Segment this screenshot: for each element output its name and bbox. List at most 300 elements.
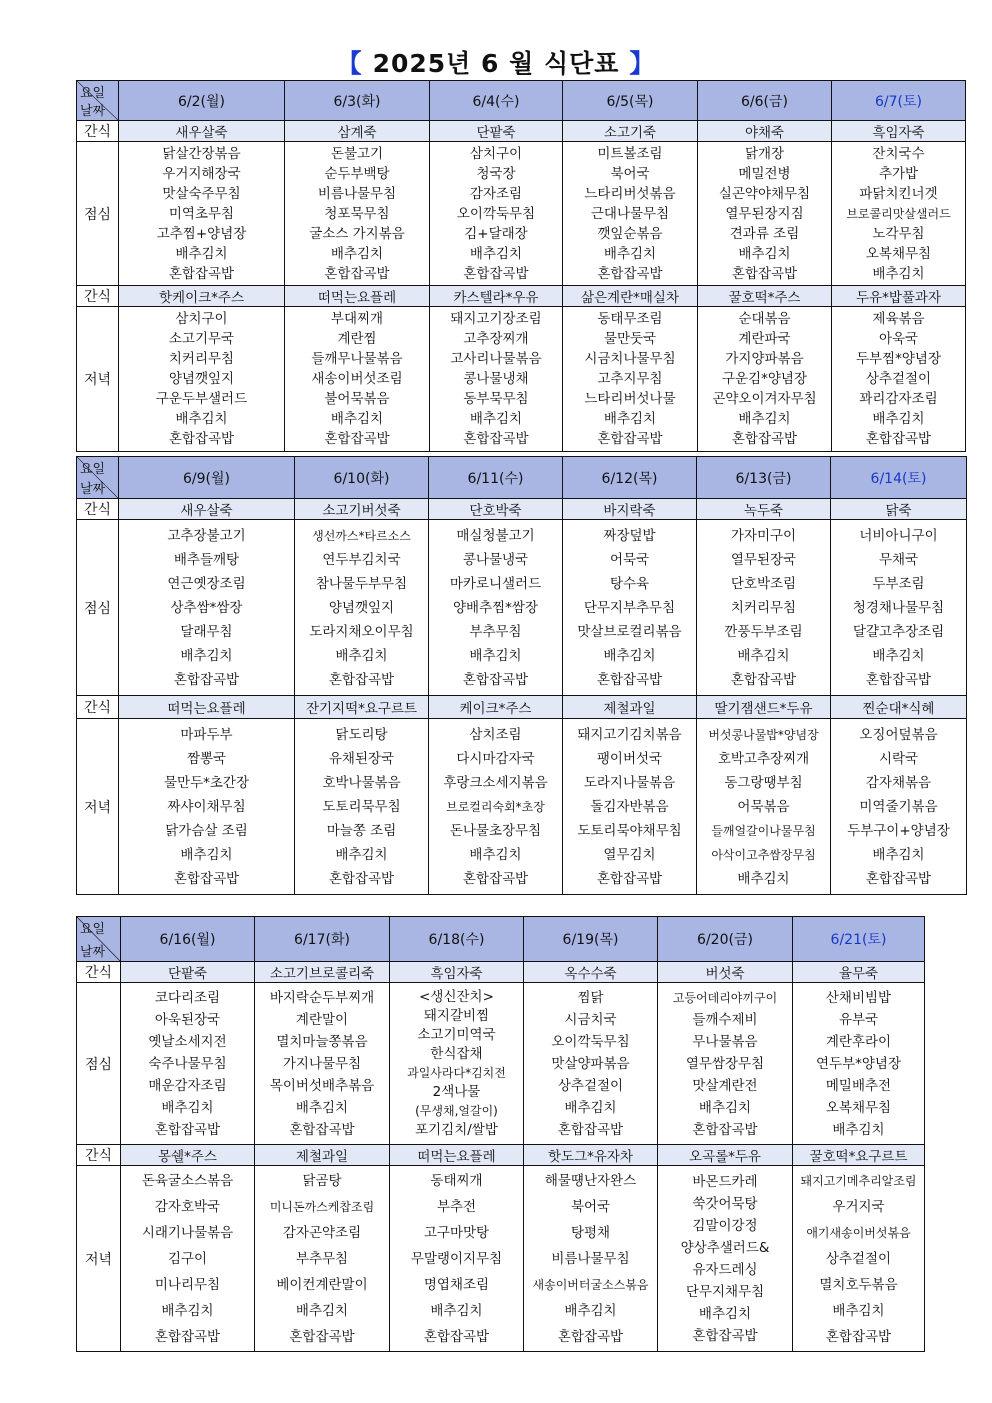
dinner-row-label: 저녁 — [77, 307, 119, 452]
menu-item: 깻잎순볶음 — [597, 225, 663, 242]
menu-item: 비름나물무침 — [317, 185, 397, 202]
lunch-row-cell — [698, 142, 832, 286]
menu-item: 새송이버터굴소스볶음 — [532, 1277, 649, 1292]
lunch-row-cell — [793, 983, 925, 1145]
day-header: 6/11(수) — [429, 457, 563, 499]
menu-item: 도토리묵야채무침 — [577, 822, 682, 839]
menu-item: 혼합잡곡밥 — [597, 431, 663, 447]
menu-item: 들깨얼갈이나물무침 — [711, 823, 816, 838]
menu-item: 과일사라다*김치전 — [407, 1065, 506, 1080]
menu-item: 브로컬리숙회*초장 — [446, 799, 545, 814]
menu-item: 미나리무침 — [154, 1276, 221, 1293]
menu-item: 명엽채조림 — [423, 1276, 490, 1293]
menu-item: 오복채무침 — [865, 245, 932, 262]
menu-item: 유자드레싱 — [692, 1261, 758, 1278]
menu-item: 계란파국 — [738, 331, 791, 347]
menu-item: 감자채볶음 — [865, 774, 932, 791]
snack-am-row-cell: 야채죽 — [698, 121, 832, 142]
menu-item: 닭살간장볶음 — [162, 145, 241, 162]
dinner-row-label: 저녁 — [77, 719, 119, 895]
menu-item: 숙주나물무침 — [148, 1055, 227, 1072]
snack-am-row-cell: 바지락죽 — [563, 499, 697, 520]
corner-date-label: 날짜 — [80, 482, 106, 497]
menu-item: 부추무침 — [295, 1250, 349, 1267]
menu-item: 포기김치/쌀밥 — [415, 1121, 498, 1138]
menu-item: 쑥갓어묵탕 — [692, 1195, 758, 1212]
menu-item: 양념깻잎지 — [328, 599, 395, 616]
menu-item: 짜장덮밥 — [603, 527, 656, 544]
dinner-row-cell — [285, 307, 430, 452]
dinner-row-cell — [563, 719, 697, 895]
menu-item: 혼합잡곡밥 — [865, 431, 932, 447]
snack-pm-row-label: 간식 — [77, 1145, 121, 1166]
dinner-row-cell — [390, 1166, 524, 1352]
dinner-row-cell — [832, 307, 966, 452]
menu-item: 열무된장국 — [730, 551, 797, 568]
menu-item: 탕수육 — [609, 575, 650, 592]
menu-item: 배추김치 — [161, 1099, 214, 1116]
menu-item: 감자곤약조림 — [282, 1224, 362, 1241]
menu-item: 배추김치 — [737, 647, 790, 664]
dinner-row-cell — [697, 719, 831, 895]
corner-weekday-label: 요일 — [80, 922, 106, 937]
dinner-row-cell — [119, 307, 285, 452]
menu-item: 혼합잡곡밥 — [324, 431, 390, 447]
dinner-row-cell — [119, 719, 295, 895]
menu-item: 견과류 조림 — [729, 225, 800, 242]
menu-item: 돌김자반볶음 — [590, 798, 669, 815]
menu-item: 호박고추장찌개 — [717, 750, 810, 767]
page-title — [0, 44, 992, 80]
menu-item: 베이컨계란말이 — [276, 1276, 368, 1293]
day-header: 6/7(토) — [832, 81, 966, 121]
menu-item: 멸치호두볶음 — [819, 1276, 898, 1293]
menu-item: 배추김치 — [603, 647, 656, 664]
menu-item: 혼합잡곡밥 — [168, 265, 235, 282]
snack-am-row-cell: 닭죽 — [831, 499, 967, 520]
menu-item: 부추무침 — [469, 623, 522, 640]
menu-item: 혼합잡곡밥 — [462, 870, 529, 887]
lunch-row — [77, 983, 925, 1145]
day-header: 6/16(월) — [121, 917, 255, 962]
day-header: 6/4(수) — [430, 81, 563, 121]
menu-item: 동태무조림 — [597, 311, 663, 327]
menu-item: 실곤약야채무침 — [718, 185, 811, 202]
menu-item: 굴소스 가지볶음 — [309, 225, 405, 242]
menu-item: 미역초무침 — [168, 205, 235, 222]
menu-item: 오이깍둑무침 — [551, 1033, 630, 1050]
lunch-row-cell — [832, 142, 966, 286]
menu-item: 추가밥 — [878, 165, 919, 182]
menu-item: <생신잔치> — [419, 988, 494, 1005]
lunch-row-cell — [430, 142, 563, 286]
menu-item: 양상추샐러드& — [680, 1239, 770, 1256]
header-row — [77, 81, 966, 121]
menu-item: 양념깻잎지 — [168, 371, 235, 387]
lunch-row — [77, 520, 967, 696]
snack-am-row-cell: 소고기브로콜리죽 — [255, 962, 390, 983]
menu-item: 두부찜*양념장 — [856, 351, 941, 367]
menu-item: 배추김치 — [737, 870, 790, 887]
menu-item: 열무김치 — [603, 846, 656, 863]
lunch-row-cell — [390, 983, 524, 1145]
snack-am-row-cell: 새우살죽 — [119, 499, 295, 520]
menu-item: 계란후라이 — [825, 1033, 892, 1050]
week-table-3 — [76, 916, 925, 1352]
menu-item: 제육볶음 — [872, 311, 925, 327]
dinner-row — [77, 307, 966, 452]
menu-item: 배추김치 — [330, 245, 384, 262]
lunch-row-cell — [295, 520, 429, 696]
dinner-row — [77, 719, 967, 895]
menu-item: 잔치국수 — [872, 145, 925, 162]
menu-item: 시금치나물무침 — [584, 351, 676, 367]
menu-item: 혼합잡곡밥 — [557, 1121, 624, 1138]
menu-item: 동그랑땡부침 — [724, 774, 803, 791]
menu-item: 우거지국 — [832, 1198, 885, 1215]
corner-cell — [77, 81, 119, 121]
snack-am-row-label: 간식 — [77, 499, 119, 520]
menu-item: 청국장 — [476, 165, 516, 182]
menu-item: 마늘쫑 조림 — [326, 822, 397, 839]
corner-date-label: 날짜 — [80, 104, 106, 119]
menu-item: 도라지나물볶음 — [583, 774, 676, 791]
menu-item: 혼합잡곡밥 — [328, 870, 395, 887]
week-table-1 — [76, 80, 966, 452]
menu-item: 브로콜리맛살샐러드 — [846, 206, 951, 221]
day-header: 6/3(화) — [285, 81, 430, 121]
menu-item: 김말이강정 — [692, 1217, 758, 1234]
dinner-row-cell — [658, 1166, 793, 1352]
dinner-row-cell — [255, 1166, 390, 1352]
corner-weekday-label: 요일 — [80, 462, 106, 477]
snack-am-row-cell: 율무죽 — [793, 962, 925, 983]
menu-item: 혼합잡곡밥 — [692, 1121, 758, 1138]
corner-cell — [77, 917, 121, 962]
menu-item: 물만두*초간장 — [164, 774, 249, 791]
menu-item: 콩나물냉채 — [463, 371, 529, 387]
dinner-row-cell — [563, 307, 698, 452]
menu-item: 바지락순두부찌개 — [269, 989, 375, 1006]
menu-item: 돈나물초장무침 — [449, 822, 542, 839]
menu-item: 동부묵무침 — [463, 391, 529, 407]
menu-item: 고추지무침 — [597, 371, 663, 387]
menu-item: 후랑크소세지볶음 — [443, 774, 548, 791]
menu-item: 혼합잡곡밥 — [596, 671, 663, 688]
menu-item: 돼지갈비찜 — [423, 1007, 490, 1024]
menu-item: 혼합잡곡밥 — [154, 1121, 221, 1138]
snack-am-row — [77, 962, 925, 983]
menu-item: 깐풍두부조림 — [724, 623, 803, 640]
snack-pm-row-cell: 딸기잼샌드*두유 — [697, 696, 831, 719]
menu-item: 마파두부 — [180, 726, 233, 743]
menu-item: 배추김치 — [330, 411, 384, 427]
menu-item: 단무지채무침 — [685, 1283, 765, 1300]
menu-item: 미트볼조림 — [597, 145, 663, 162]
menu-item: 코다리조림 — [154, 989, 221, 1006]
menu-item: 양배추찜*쌈장 — [453, 599, 538, 616]
menu-item: 배추김치 — [469, 846, 522, 863]
snack-am-row-cell: 소고기버섯죽 — [295, 499, 429, 520]
menu-item: 어묵볶음 — [737, 798, 790, 815]
lunch-row-cell — [119, 520, 295, 696]
day-header: 6/10(화) — [295, 457, 429, 499]
menu-item: 메밀전병 — [738, 165, 791, 182]
menu-item: 유채된장국 — [328, 750, 395, 767]
menu-item: 북어국 — [610, 165, 650, 182]
dinner-row-cell — [121, 1166, 255, 1352]
menu-item: 배추김치 — [469, 245, 523, 262]
lunch-row-cell — [119, 142, 285, 286]
menu-item: 마카로니샐러드 — [449, 575, 542, 592]
lunch-row-cell — [831, 520, 967, 696]
menu-item: 계란찜 — [337, 331, 377, 347]
menu-item: 고등어데리야끼구이 — [672, 990, 778, 1005]
day-header: 6/20(금) — [658, 917, 793, 962]
menu-item: 상추겉절이 — [865, 371, 932, 387]
menu-item: 김구이 — [167, 1250, 208, 1267]
menu-item: 버섯콩나물밥*양념장 — [708, 727, 819, 742]
menu-item: 청경채나물무침 — [852, 599, 945, 616]
menu-item: 혼합잡곡밥 — [173, 671, 240, 688]
menu-item: 부대찌개 — [330, 311, 384, 327]
menu-item: 닭가슴살 조림 — [165, 822, 248, 839]
menu-item: 달래무침 — [180, 623, 233, 640]
snack-pm-row-cell: 카스텔라*우유 — [430, 286, 563, 307]
menu-item: 배추들깨탕 — [173, 551, 240, 568]
lunch-row-cell — [255, 983, 390, 1145]
lunch-row-cell — [121, 983, 255, 1145]
menu-item: 닭도리탕 — [335, 726, 388, 743]
corner-cell — [77, 457, 119, 499]
menu-item: 배추김치 — [603, 245, 657, 262]
lunch-row-cell — [658, 983, 793, 1145]
day-header: 6/21(토) — [793, 917, 925, 962]
menu-item: 오징어덮볶음 — [859, 726, 938, 743]
menu-item: 배추김치 — [872, 411, 925, 427]
menu-item: 비름나물무침 — [551, 1250, 630, 1267]
menu-item: 찜닭 — [577, 989, 604, 1006]
menu-item: 배추김치 — [161, 1302, 214, 1319]
snack-pm-row-cell: 떠먹는요플레 — [119, 696, 295, 719]
menu-item: 소고기무국 — [168, 331, 235, 347]
menu-item: 혼합잡곡밥 — [596, 870, 663, 887]
menu-item: 짜샤이채무침 — [167, 798, 246, 815]
menu-item: 돼지고기장조림 — [450, 311, 542, 327]
menu-item: 배추김치 — [832, 1121, 885, 1138]
menu-item: 돈육굴소스볶음 — [141, 1172, 234, 1189]
lunch-row-cell — [285, 142, 430, 286]
menu-item: 무채국 — [878, 551, 919, 568]
snack-am-row — [77, 499, 967, 520]
corner-date-label: 날짜 — [80, 945, 106, 960]
menu-item: 혼합잡곡밥 — [731, 265, 798, 282]
day-header: 6/5(목) — [563, 81, 698, 121]
dinner-row-cell — [524, 1166, 658, 1352]
snack-am-row-cell: 녹두죽 — [697, 499, 831, 520]
menu-item: 닭개장 — [744, 145, 785, 162]
menu-item: 열무된장지짐 — [725, 205, 804, 222]
menu-item: 혼합잡곡밥 — [730, 671, 797, 688]
day-header: 6/18(수) — [390, 917, 524, 962]
menu-item: 단무지부추무침 — [583, 599, 676, 616]
menu-item: 연근옛장조림 — [167, 575, 246, 592]
menu-item: 치커리무침 — [168, 351, 235, 367]
snack-pm-row-cell: 오곡롤*두유 — [658, 1145, 793, 1166]
lunch-row — [77, 142, 966, 286]
snack-pm-row-cell: 떠먹는요플레 — [390, 1145, 524, 1166]
menu-item: 배추김치 — [469, 411, 523, 427]
menu-item: 가지양파볶음 — [725, 351, 804, 367]
menu-item: 계란말이 — [295, 1011, 349, 1028]
menu-item: 가지나물무침 — [282, 1055, 362, 1072]
snack-am-row — [77, 121, 966, 142]
menu-item: 고구마맛탕 — [423, 1224, 490, 1241]
menu-item: 도라지채오이무침 — [309, 623, 414, 640]
snack-pm-row-cell: 떠먹는요플레 — [285, 286, 430, 307]
snack-pm-row-cell: 케이크*주스 — [429, 696, 563, 719]
menu-item: 시래기나물볶음 — [141, 1224, 234, 1241]
menu-item: 어묵국 — [609, 551, 650, 568]
menu-item: 곤약오이겨자무침 — [712, 391, 817, 407]
menu-item: 노각무침 — [872, 225, 925, 242]
menu-item: 고추장찌개 — [463, 331, 529, 347]
menu-item: 너비아니구이 — [859, 527, 938, 544]
lunch-row-cell — [563, 142, 698, 286]
menu-item: 혼합잡곡밥 — [289, 1121, 355, 1138]
menu-item: 배추김치 — [430, 1302, 483, 1319]
menu-item: 삼치구이 — [175, 311, 228, 327]
menu-item: 혼합잡곡밥 — [825, 1328, 892, 1345]
menu-item: 배추김치 — [175, 411, 228, 427]
menu-item: 미역줄기볶음 — [859, 798, 938, 815]
menu-item: 배추김치 — [603, 411, 657, 427]
menu-item: 새송이버섯조림 — [311, 371, 403, 387]
menu-item: 배추김치 — [738, 245, 791, 262]
menu-item: 혼합잡곡밥 — [463, 431, 529, 447]
menu-item: 감자조림 — [469, 185, 523, 202]
menu-item: 배추김치 — [564, 1099, 617, 1116]
menu-item: 고사리나물볶음 — [450, 351, 542, 367]
lunch-row-cell — [563, 520, 697, 696]
snack-pm-row-cell: 꿀호떡*요구르트 — [793, 1145, 925, 1166]
menu-item: 배추김치 — [335, 846, 388, 863]
menu-item: 동태찌개 — [430, 1172, 483, 1189]
day-header: 6/6(금) — [698, 81, 832, 121]
menu-item: 혼합잡곡밥 — [462, 671, 529, 688]
menu-item: 배추김치 — [872, 647, 925, 664]
menu-item: 혼합잡곡밥 — [731, 431, 798, 447]
menu-item: 참나물두부무침 — [315, 575, 408, 592]
day-header: 6/12(목) — [563, 457, 697, 499]
menu-item: 상추겉절이 — [825, 1250, 892, 1267]
menu-item: 배추김치 — [872, 265, 925, 282]
snack-am-row-label: 간식 — [77, 121, 119, 142]
title-bracket-close: 】 — [629, 49, 656, 78]
menu-item: 탕평채 — [570, 1224, 611, 1241]
dinner-row-cell — [429, 719, 563, 895]
menu-item: 물만둣국 — [603, 331, 657, 347]
menu-item: 팽이버섯국 — [596, 750, 663, 767]
menu-item: 애기새송이버섯볶음 — [806, 1225, 911, 1240]
menu-item: 배추김치 — [295, 1099, 349, 1116]
day-header: 6/9(월) — [119, 457, 295, 499]
lunch-row-cell — [429, 520, 563, 696]
menu-item: 치커리무침 — [730, 599, 797, 616]
menu-item: 배추김치 — [335, 647, 388, 664]
snack-pm-row-cell: 핫케이크*주스 — [119, 286, 285, 307]
lunch-row-label: 점심 — [77, 983, 121, 1145]
menu-item: 2색나물 — [432, 1083, 481, 1100]
menu-item: 돈불고기 — [330, 145, 384, 162]
menu-item: 배추김치 — [469, 647, 522, 664]
menu-item: 혼합잡곡밥 — [865, 870, 932, 887]
lunch-row-cell — [524, 983, 658, 1145]
snack-am-row-cell: 버섯죽 — [658, 962, 793, 983]
menu-item: 구운김*양념장 — [722, 371, 807, 387]
menu-item: 시금치국 — [564, 1011, 617, 1028]
snack-am-row-cell: 흑임자죽 — [832, 121, 966, 142]
menu-item: 혼합잡곡밥 — [289, 1328, 355, 1345]
snack-pm-row-cell: 꿀호떡*주스 — [698, 286, 832, 307]
menu-item: 배추김치 — [564, 1302, 617, 1319]
menu-item: 불어묵볶음 — [324, 391, 390, 407]
menu-item: 배추김치 — [698, 1099, 752, 1116]
day-header: 6/13(금) — [697, 457, 831, 499]
menu-item: 옛날소세지전 — [148, 1033, 227, 1050]
menu-item: 멸치마늘쫑볶음 — [276, 1033, 368, 1050]
menu-item: 혼합잡곡밥 — [324, 265, 390, 282]
menu-item: 배추김치 — [698, 1305, 752, 1322]
menu-item: 혼합잡곡밥 — [865, 671, 932, 688]
menu-item: 아욱국 — [878, 331, 919, 347]
menu-item: 혼합잡곡밥 — [692, 1327, 758, 1344]
menu-item: 오복채무침 — [825, 1099, 892, 1116]
menu-item: 배추김치 — [738, 411, 791, 427]
menu-item: 미니돈까스케찹조림 — [269, 1199, 375, 1214]
menu-item: 매실청불고기 — [456, 527, 535, 544]
menu-item: 가자미구이 — [730, 527, 797, 544]
menu-item: 열무쌈장무침 — [685, 1055, 765, 1072]
menu-item: 들깨수제비 — [692, 1011, 758, 1028]
menu-item: 콩나물냉국 — [462, 551, 529, 568]
menu-item: 다시마감자국 — [456, 750, 535, 767]
snack-am-row-label: 간식 — [77, 962, 121, 983]
menu-item: 삼치조림 — [469, 726, 522, 743]
menu-item: 도토리묵무침 — [322, 798, 401, 815]
snack-pm-row-cell: 몽쉘*주스 — [121, 1145, 255, 1166]
snack-pm-row-cell: 삶은계란*매실차 — [563, 286, 698, 307]
corner-weekday-label: 요일 — [80, 86, 106, 101]
menu-item: 짬뽕국 — [186, 750, 227, 767]
menu-item: 상추쌈*쌈장 — [170, 599, 243, 616]
snack-am-row-cell: 단팥죽 — [430, 121, 563, 142]
snack-pm-row-cell: 두유*밥풀과자 — [832, 286, 966, 307]
menu-item: 아욱된장국 — [154, 1011, 221, 1028]
menu-item: 우거지해장국 — [162, 165, 241, 182]
snack-pm-row-cell: 제철과일 — [255, 1145, 390, 1166]
menu-item: 삼치구이 — [469, 145, 523, 162]
menu-item: 연두부김치국 — [322, 551, 401, 568]
menu-item: 근대나물무침 — [590, 205, 670, 222]
dinner-row-cell — [698, 307, 832, 452]
snack-pm-row — [77, 1145, 925, 1166]
menu-item: 고추장불고기 — [167, 527, 246, 544]
menu-item: 상추겉절이 — [557, 1077, 624, 1094]
lunch-row-label: 점심 — [77, 142, 119, 286]
dinner-row — [77, 1166, 925, 1352]
menu-item: 혼합잡곡밥 — [168, 431, 235, 447]
